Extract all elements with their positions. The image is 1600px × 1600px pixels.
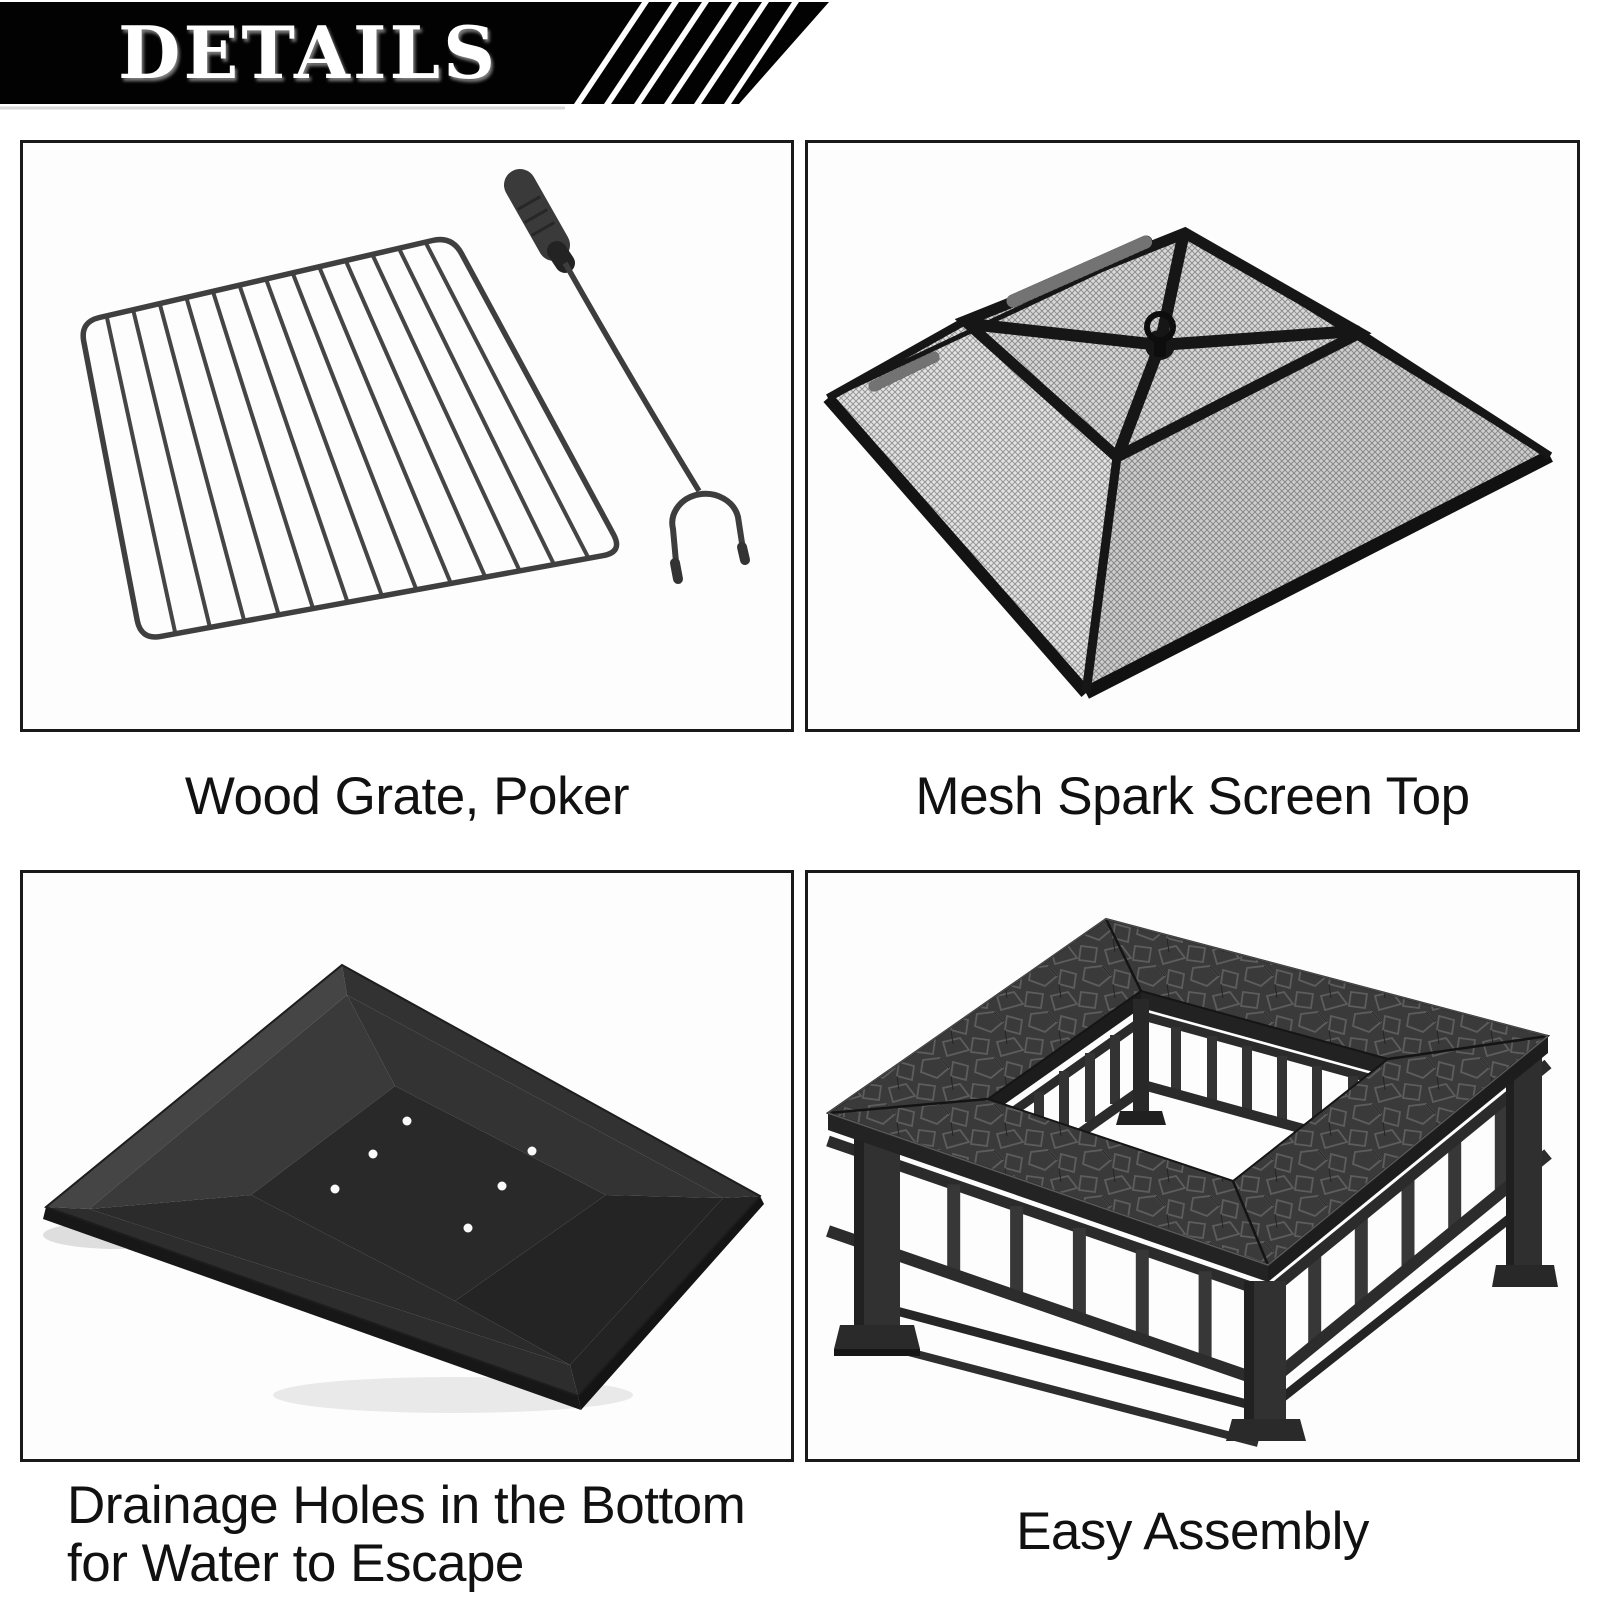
header-banner <box>0 2 1600 114</box>
poker-collar <box>557 251 565 263</box>
caption-mesh-spark-screen: Mesh Spark Screen Top <box>915 767 1470 826</box>
poker-shaft <box>565 263 699 491</box>
wood-grate-poker-illustration <box>23 143 791 729</box>
fire-pit-table-illustration <box>808 873 1577 1459</box>
panel-drainage-basin <box>20 870 794 1462</box>
poker-fork <box>672 494 744 573</box>
panel-mesh-spark-screen <box>805 140 1580 732</box>
screen-faces <box>828 232 1550 693</box>
basin <box>43 965 764 1410</box>
caption-drainage-holes <box>67 1477 745 1593</box>
panel-wood-grate-poker <box>20 140 794 732</box>
caption-drainage-line2: for Water to Escape <box>67 1534 524 1593</box>
panel-fire-pit-table <box>805 870 1580 1462</box>
spark-screen-illustration <box>808 143 1577 729</box>
caption-easy-assembly: Easy Assembly <box>1016 1502 1369 1561</box>
caption-drainage-line1: Drainage Holes in the Bottom <box>67 1476 746 1535</box>
page-title: DETAILS <box>118 10 499 95</box>
caption-wood-grate-poker: Wood Grate, Poker <box>184 767 630 826</box>
basin-illustration <box>23 873 791 1459</box>
poker <box>518 185 745 579</box>
back-leg <box>1133 999 1149 1111</box>
